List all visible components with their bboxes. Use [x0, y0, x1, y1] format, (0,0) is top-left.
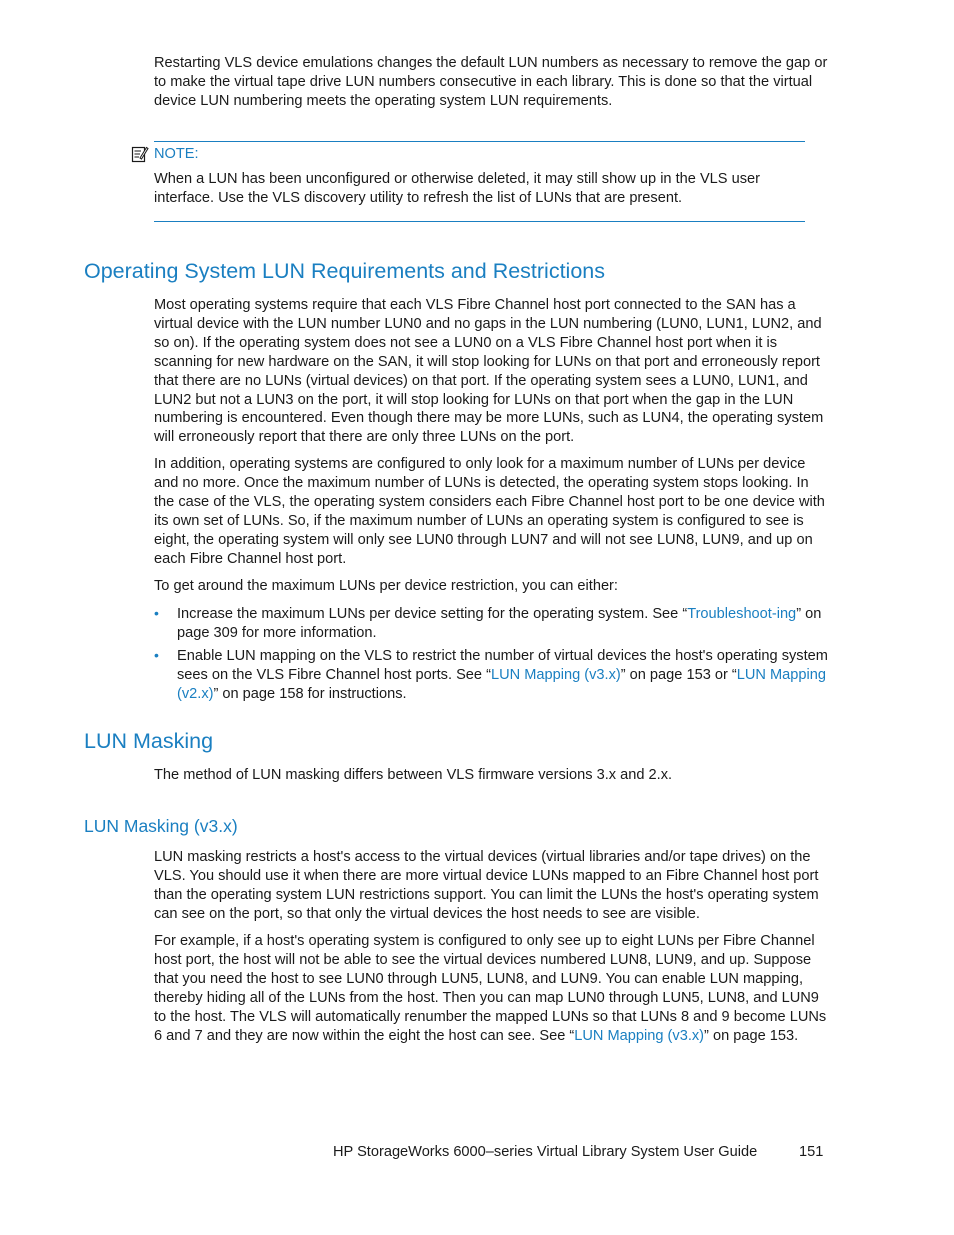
note-top-rule — [154, 141, 805, 142]
heading-lun-masking-v3: LUN Masking (v3.x) — [84, 816, 238, 836]
v3-p2-post: ” on page 153. — [704, 1027, 799, 1044]
note-icon — [131, 145, 149, 163]
lun-masking-v3-paragraph-2 — [154, 932, 830, 1045]
note-header — [131, 144, 199, 164]
note-label: NOTE: — [154, 146, 199, 162]
link-lun-mapping-v2[interactable]: LUN Mapping (v2.x) — [177, 666, 826, 702]
link-troubleshooting[interactable]: Troubleshoot-ing — [687, 606, 797, 622]
note-bottom-rule — [154, 221, 805, 222]
bullet-item-1 — [177, 605, 830, 643]
link-lun-mapping-v3[interactable]: LUN Mapping (v3.x) — [490, 666, 621, 683]
bullet-item-2 — [177, 647, 830, 704]
bullet-2-pre: Enable LUN mapping on the VLS to restrict the number of virtual devices the host's operating system sees on the VLS Fibre Channel host ports. See “ — [177, 648, 828, 683]
bullet-2-post: ” on page 158 for instructions. — [213, 685, 407, 702]
link-lun-mapping-v3-example[interactable]: LUN Mapping (v3.x) — [574, 1027, 705, 1044]
intro-paragraph: Restarting VLS device emulations changes the default LUN numbers as necessary to remove the gap or to make the virtual tape drive LUN numbers consecutive in each library. This is done so that the virtual device LUN numbering meets the operating system LUN requirements. — [154, 55, 828, 109]
bullet-marker: • — [154, 605, 159, 621]
bullet-1-post: ” on page 309 for more information. — [177, 606, 822, 641]
lun-masking-v3-paragraph-1: LUN masking restricts a host's access to the virtual devices (virtual libraries and/or tape drives) on the VLS. You should use it when there are more virtual device LUNs mapped to an Fibre Channel host port than the operating system LUN restrictions support. You can limit the LUNs the host's operating system can see on the port, so that only the virtual devices the host needs to see are visible. — [154, 849, 819, 922]
os-paragraph-1: Most operating systems require that each VLS Fibre Channel host port connected to the SAN has a virtual device with the LUN number LUN0 and no gaps in the LUN numbering (LUN0, LUN1, LUN2, and so on). If the operating system does not see a LUN0 on a VLS Fibre Channel host port when it is scanning for new hardware on the SAN, it will stop looking for LUNs on that port and erroneously report that there are no LUNs (virtual devices) on that port. If the operating system sees a LUN0, LUN1, and LUN2 but not a LUN3 on the port, it will stop looking for LUNs on that port when the gap in the LUN numbering is encountered. Even though there may be more LUNs, such as LUN4, the operating system will erroneously report that there are only three LUNs on the port. — [154, 297, 824, 446]
os-paragraph-2: In addition, operating systems are configured to only look for a maximum number of LUNs per device and no more. Once the maximum number of LUNs is detected, the operating system stops looking. In the case of the VLS, the operating system considers each Fibre Channel host port to be one device with its own set of LUNs. So, if the maximum number of LUNs an operating system is configured to see is eight, the operating system will only see LUN0 through LUN7 and will not see LUN8, LUN9, and up on each Fibre Channel host port. — [154, 456, 825, 567]
bullet-marker: • — [154, 647, 159, 663]
os-paragraph-3: To get around the maximum LUNs per device restriction, you can either: — [154, 578, 618, 594]
heading-os-lun-requirements: Operating System LUN Requirements and Restrictions — [84, 259, 605, 283]
lun-masking-paragraph: The method of LUN masking differs between VLS firmware versions 3.x and 2.x. — [154, 767, 673, 783]
heading-lun-masking: LUN Masking — [84, 729, 214, 753]
footer-page-number: 151 — [799, 1144, 824, 1160]
note-text: When a LUN has been unconfigured or otherwise deleted, it may still show up in the VLS user interface. Use the VLS discovery utility to refresh the list of LUNs that are present. — [154, 171, 760, 206]
v3-p2-pre: For example, if a host's operating system is configured to only see up to eight LUNs per Fibre Channel host port, the host will not be able to see the virtual devices numbered LUN8, LUN9, and up. Suppose that you need the host to see LUN0 through LUN5, LUN8, and LUN9. You can enable LUN mapping, thereby hiding all of the LUNs from the host. Then you can map LUN0 through LUN5, LUN8, and LUN9 to the host. The VLS will automatically renumber the mapped LUNs so that LUNs 8 and 9 become LUNs 6 and 7 and they are now within the eight the host can see. See “ — [154, 933, 827, 1044]
footer-guide-title: HP StorageWorks 6000–series Virtual Library System User Guide — [333, 1144, 758, 1160]
bullet-1-pre: Increase the maximum LUNs per device setting for the operating system. See “ — [177, 606, 688, 622]
bullet-2-mid: ” on page 153 or “ — [620, 666, 737, 683]
